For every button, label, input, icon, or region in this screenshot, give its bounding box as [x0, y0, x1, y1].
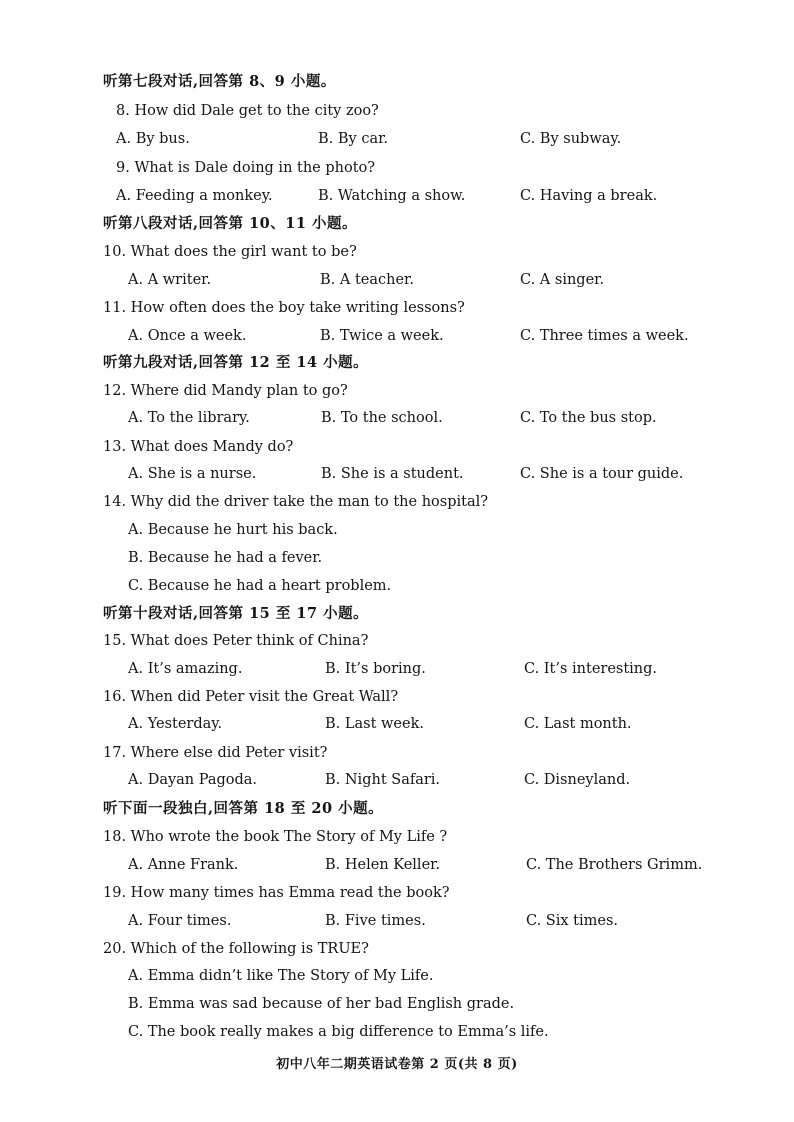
question-17	[0, 740, 794, 766]
question-9	[0, 155, 794, 181]
options-12	[0, 405, 794, 431]
option-c[interactable]: C. Because he had a heart problem.	[128, 578, 392, 594]
option-c[interactable]: C. It’s interesting.	[524, 661, 658, 677]
question-stem: 8. How did Dale get to the city zoo?	[116, 103, 379, 119]
option-c[interactable]: C. Having a break.	[520, 188, 658, 204]
option-a[interactable]: A. It’s amazing.	[128, 661, 243, 677]
options-15	[0, 656, 794, 682]
option-b[interactable]: B. Five times.	[325, 913, 426, 929]
question-stem: 17. Where else did Peter visit?	[103, 745, 328, 761]
option-b[interactable]: B. She is a student.	[321, 466, 464, 482]
options-17	[0, 767, 794, 793]
option-14-c	[0, 573, 794, 599]
question-10	[0, 239, 794, 265]
question-12	[0, 378, 794, 404]
section-heading-7: 听第七段对话,回答第 8、9 小题。	[103, 73, 336, 90]
question-stem: 14. Why did the driver take the man to the hospital?	[103, 494, 489, 510]
option-a[interactable]: A. Anne Frank.	[128, 857, 239, 873]
question-stem: 12. Where did Mandy plan to go?	[103, 383, 348, 399]
option-a[interactable]: A. Dayan Pagoda.	[128, 772, 258, 788]
question-18	[0, 824, 794, 850]
option-b[interactable]: B. Because he had a fever.	[128, 550, 323, 566]
option-a[interactable]: A. Yesterday.	[128, 716, 223, 732]
question-stem: 15. What does Peter think of China?	[103, 633, 369, 649]
section-heading-10: 听第十段对话,回答第 15 至 17 小题。	[103, 605, 369, 622]
option-a[interactable]: A. To the library.	[128, 410, 250, 426]
option-a[interactable]: A. Feeding a monkey.	[116, 188, 273, 204]
option-c[interactable]: C. Disneyland.	[524, 772, 631, 788]
option-c[interactable]: C. The book really makes a big difference to Emma’s life.	[128, 1024, 549, 1040]
question-stem: 19. How many times has Emma read the book?	[103, 885, 450, 901]
section-heading-8: 听第八段对话,回答第 10、11 小题。	[103, 215, 357, 232]
option-a[interactable]: A. Because he hurt his back.	[128, 522, 338, 538]
question-19	[0, 880, 794, 906]
question-stem: 11. How often does the boy take writing lessons?	[103, 300, 465, 316]
option-a[interactable]: A. She is a nurse.	[128, 466, 257, 482]
question-14	[0, 489, 794, 515]
question-15	[0, 628, 794, 654]
option-b[interactable]: B. Twice a week.	[320, 328, 444, 344]
option-c[interactable]: C. A singer.	[520, 272, 605, 288]
options-19	[0, 908, 794, 934]
question-13	[0, 434, 794, 460]
question-stem: 20. Which of the following is TRUE?	[103, 941, 369, 957]
option-c[interactable]: C. By subway.	[520, 131, 622, 147]
option-b[interactable]: B. It’s boring.	[325, 661, 426, 677]
option-c[interactable]: C. Six times.	[526, 913, 618, 929]
options-11	[0, 323, 794, 349]
question-stem: 13. What does Mandy do?	[103, 439, 294, 455]
option-c[interactable]: C. To the bus stop.	[520, 410, 657, 426]
options-9	[0, 183, 794, 209]
option-b[interactable]: B. Last week.	[325, 716, 424, 732]
question-stem: 16. When did Peter visit the Great Wall?	[103, 689, 399, 705]
options-16	[0, 711, 794, 737]
question-stem: 18. Who wrote the book The Story of My Life ?	[103, 829, 448, 845]
option-c[interactable]: C. She is a tour guide.	[520, 466, 684, 482]
section-heading-9: 听第九段对话,回答第 12 至 14 小题。	[103, 354, 369, 371]
option-b[interactable]: B. Night Safari.	[325, 772, 441, 788]
option-20-a	[0, 963, 794, 989]
question-stem: 10. What does the girl want to be?	[103, 244, 357, 260]
option-20-c	[0, 1019, 794, 1045]
question-8	[0, 98, 794, 124]
option-14-b	[0, 545, 794, 571]
option-a[interactable]: A. By bus.	[116, 131, 190, 147]
option-b[interactable]: B. By car.	[318, 131, 389, 147]
question-16	[0, 684, 794, 710]
option-b[interactable]: B. Emma was sad because of her bad English grade.	[128, 996, 515, 1012]
option-c[interactable]: C. Three times a week.	[520, 328, 689, 344]
option-b[interactable]: B. Watching a show.	[318, 188, 466, 204]
options-13	[0, 461, 794, 487]
options-8	[0, 126, 794, 152]
option-b[interactable]: B. A teacher.	[320, 272, 414, 288]
question-stem: 9. What is Dale doing in the photo?	[116, 160, 376, 176]
option-14-a	[0, 517, 794, 543]
section-heading-11: 听下面一段独白,回答第 18 至 20 小题。	[103, 800, 384, 817]
option-20-b	[0, 991, 794, 1017]
question-20	[0, 936, 794, 962]
option-a[interactable]: A. A writer.	[128, 272, 212, 288]
option-a[interactable]: A. Once a week.	[128, 328, 247, 344]
option-a[interactable]: A. Four times.	[128, 913, 232, 929]
option-c[interactable]: C. The Brothers Grimm.	[526, 857, 703, 873]
option-b[interactable]: B. To the school.	[321, 410, 443, 426]
options-18	[0, 852, 794, 878]
options-10	[0, 267, 794, 293]
option-c[interactable]: C. Last month.	[524, 716, 632, 732]
page-footer: 初中八年二期英语试卷第 2 页(共 8 页)	[276, 1057, 518, 1072]
option-b[interactable]: B. Helen Keller.	[325, 857, 441, 873]
option-a[interactable]: A. Emma didn’t like The Story of My Life.	[128, 968, 434, 984]
question-11	[0, 295, 794, 321]
